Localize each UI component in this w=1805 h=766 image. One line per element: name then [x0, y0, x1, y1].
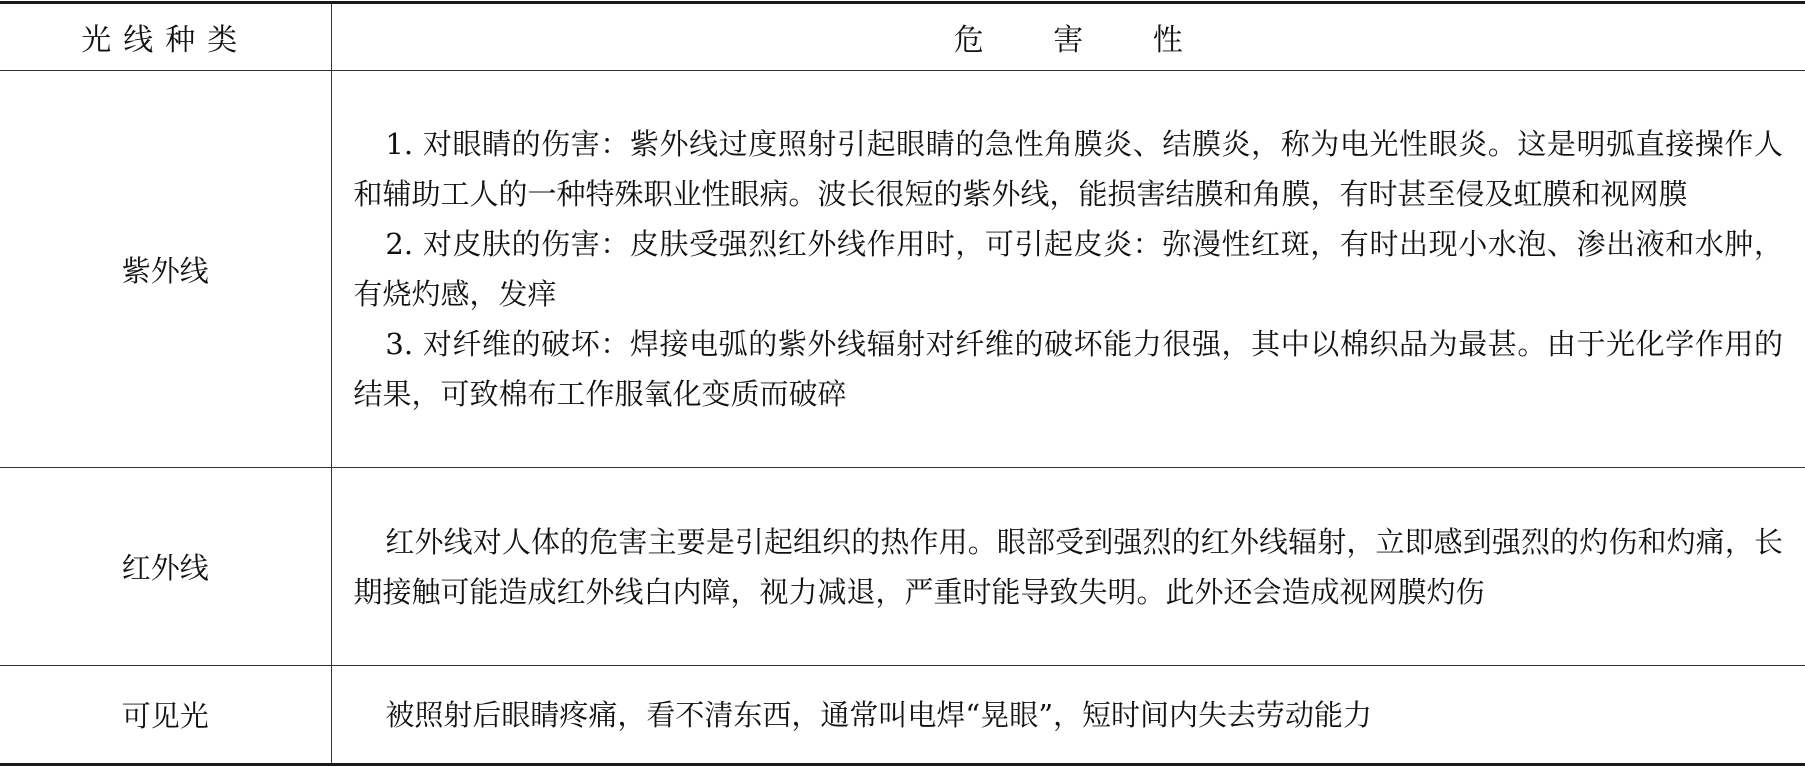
uv-fiber-damage-paragraph: 3. 对纤维的破坏：焊接电弧的紫外线辐射对纤维的破坏能力很强，其中以棉织品为最甚。由于光化学作用的结果，可致棉布工作服氧化变质而破碎	[353, 327, 1783, 411]
type-cell-visible-light: 可见光	[0, 666, 331, 765]
type-cell-ultraviolet: 紫外线	[0, 71, 331, 468]
table-row-infrared	[0, 468, 1805, 666]
table-row-visible-light	[0, 666, 1805, 765]
header-hazard	[331, 3, 1805, 71]
visible-light-hazard-paragraph: 被照射后眼睛疼痛，看不清东西，通常叫电焊“晃眼”，短时间内失去劳动能力	[385, 697, 1373, 732]
light-hazard-table	[0, 1, 1805, 766]
type-cell-infrared: 红外线	[0, 468, 331, 666]
uv-skin-damage-paragraph: 2. 对皮肤的伤害：皮肤受强烈红外线作用时，可引起皮炎：弥漫性红斑，有时出现小水泡、渗出液和水肿，有烧灼感，发痒	[353, 227, 1783, 311]
table-header-row	[0, 3, 1805, 71]
uv-eye-damage-paragraph: 1. 对眼睛的伤害：紫外线过度照射引起眼睛的急性角膜炎、结膜炎，称为电光性眼炎。这是明弧直接操作人和辅助工人的一种特殊职业性眼病。波长很短的紫外线，能损害结膜和角膜，有时甚至侵及虹膜和视网膜	[353, 127, 1783, 211]
header-hazard-label: 危 害 性	[953, 23, 1213, 58]
hazard-cell-visible-light	[331, 666, 1805, 765]
header-light-type-label: 光线种类	[81, 23, 250, 58]
table-row-ultraviolet	[0, 71, 1805, 468]
header-light-type	[0, 3, 331, 71]
ir-hazard-paragraph: 红外线对人体的危害主要是引起组织的热作用。眼部受到强烈的红外线辐射，立即感到强烈的灼伤和灼痛，长期接触可能造成红外线白内障，视力减退，严重时能导致失明。此外还会造成视网膜灼伤	[353, 524, 1783, 609]
hazard-cell-infrared	[331, 468, 1805, 666]
hazard-cell-ultraviolet	[331, 71, 1805, 468]
